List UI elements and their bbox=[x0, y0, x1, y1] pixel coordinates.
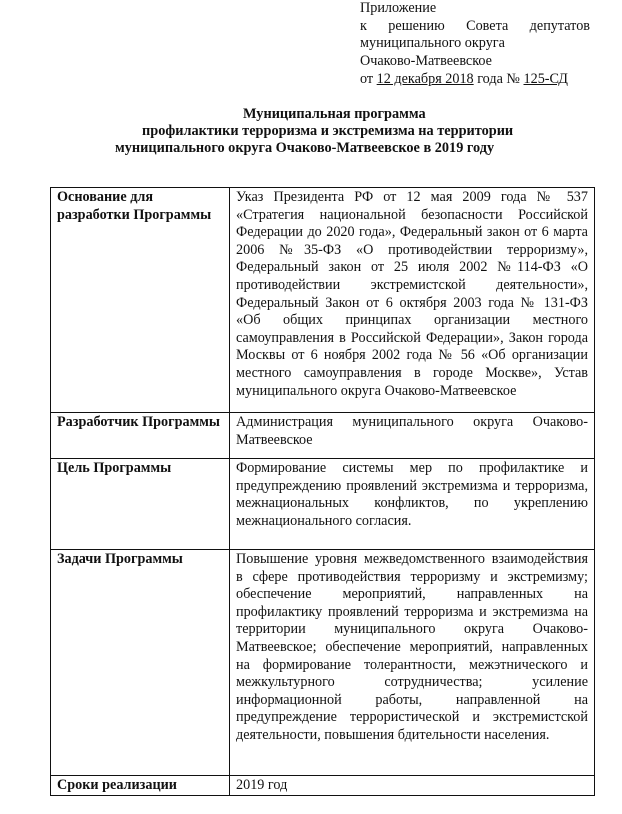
appendix-header bbox=[360, 0, 590, 89]
row-key-developer: Разработчик Программы bbox=[51, 413, 230, 459]
decision-number: 125-СД bbox=[523, 70, 568, 87]
decision-date: 12 декабря 2018 bbox=[376, 70, 474, 87]
row-key-goal: Цель Программы bbox=[51, 459, 230, 550]
document-title bbox=[0, 106, 622, 157]
row-value-goal: Формирование системы мер по профилактике и предупреждению проявлений экстремизма и терроризма, межнациональных конфликтов, по укреплению межнационального согласия. bbox=[230, 459, 595, 550]
row-value-basis: Указ Президента РФ от 12 мая 2009 года № 537 «Стратегия национальной безопасности Российской Федерации до 2020 года», Федеральный закон от 6 марта 2006 №35-ФЗ «О противодействии терроризму», Федеральный закон от 25 июля 2002 №114-ФЗ «О противодействии экстремистской деятельности», Федеральный Закон от 6 октября 2003 года № 131-ФЗ «Об общих принципах организации местного самоуправления в Российской Федерации», Закон города Москвы от 6 ноября 2002 года № 56 «Об организации местного самоуправления в городе Москве», Устав муниципального округа Очаково-Матвеевское bbox=[230, 188, 595, 413]
row-value-tasks: Повышение уровня межведомственного взаимодействия в сфере противодействия терроризму и экстремизму; обеспечение мероприятий, направленных на профилактику проявлений терроризма и экстремизма на территории муниципального округа Очаково-Матвеевское; обеспечение мероприятий, направленных на формирование толерантности, межэтнического и межкультурного сотрудничества; усиление информационной работы, направленной на предупреждение террористической и экстремистской деятельности, повышения бдительности населения. bbox=[230, 550, 595, 776]
row-key-tasks: Задачи Программы bbox=[51, 550, 230, 776]
row-key-timeline: Сроки реализации bbox=[51, 776, 230, 796]
row-key-basis: Основание для разработки Программы bbox=[51, 188, 230, 413]
appendix-label: Приложение bbox=[360, 0, 437, 16]
appendix-district-name: Очаково-Матвеевское bbox=[360, 53, 492, 70]
appendix-district-line: муниципального округа bbox=[360, 35, 505, 52]
date-prefix: от bbox=[360, 70, 374, 87]
appendix-date-line bbox=[360, 71, 590, 89]
row-value-developer: Администрация муниципального округа Очаково-Матвеевское bbox=[230, 413, 595, 459]
table-row bbox=[51, 459, 595, 550]
title-line-3: муниципального округа Очаково-Матвеевское в 2019 году bbox=[115, 140, 495, 156]
table-row bbox=[51, 188, 595, 413]
appendix-decision-line: к решению Совета депутатов bbox=[360, 17, 590, 34]
title-line-2: профилактики терроризма и экстремизма на территории bbox=[142, 123, 514, 139]
program-passport-table bbox=[50, 187, 595, 796]
title-line-1: Муниципальная программа bbox=[243, 106, 426, 122]
table-row bbox=[51, 413, 595, 459]
table-row bbox=[51, 776, 595, 796]
date-mid: года № bbox=[477, 70, 520, 87]
row-value-timeline: 2019 год bbox=[230, 776, 595, 796]
table-row bbox=[51, 550, 595, 776]
